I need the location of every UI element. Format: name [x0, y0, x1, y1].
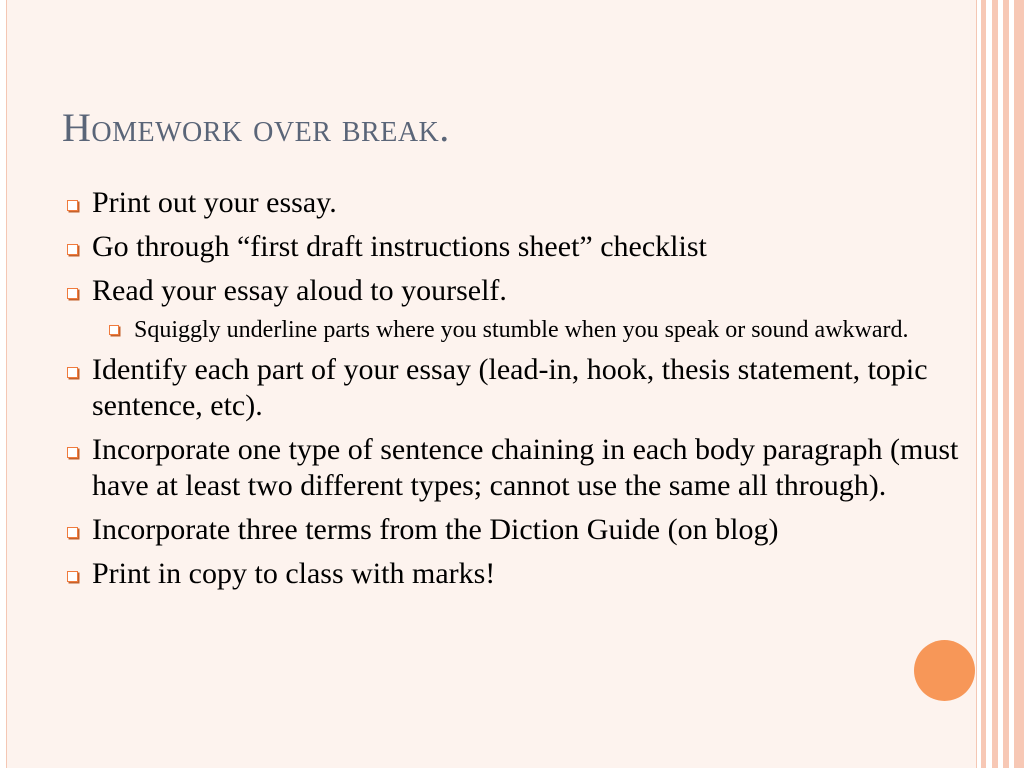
- bullet-text: Identify each part of your essay (lead-in, hook, thesis statement, topic sentence, etc).: [92, 353, 928, 422]
- bullet-text: Read your essay aloud to yourself.: [92, 274, 507, 307]
- bullet-list: [62, 185, 962, 600]
- slide-title: Homework over break.: [62, 105, 450, 150]
- bullet-text: Print out your essay.: [92, 186, 337, 219]
- bullet-item: [62, 185, 962, 221]
- square-bullet-icon: [67, 571, 78, 582]
- bullet-item: [62, 512, 962, 548]
- square-bullet-icon: [67, 244, 78, 255]
- bullet-text: Squiggly underline parts where you stumble when you speak or sound awkward.: [134, 317, 909, 343]
- bullet-text: Go through “first draft instructions sheet” checklist: [92, 230, 707, 263]
- bullet-text: Incorporate one type of sentence chaining in each body paragraph (must have at least two different types; cannot use the same all through).: [92, 433, 959, 502]
- decorative-stripe: [1003, 0, 1009, 768]
- bullet-item: [62, 273, 962, 309]
- bullet-text: Print in copy to class with marks!: [92, 557, 496, 590]
- bullet-text: Incorporate three terms from the Diction Guide (on blog): [92, 513, 779, 546]
- square-bullet-icon: [109, 325, 119, 335]
- square-bullet-icon: [67, 527, 78, 538]
- decorative-stripe: [992, 0, 998, 768]
- sub-bullet-item: [104, 315, 962, 346]
- bullet-item: [62, 556, 962, 592]
- bullet-item: [62, 229, 962, 265]
- bullet-item: [62, 432, 962, 504]
- orange-circle-decoration: [914, 640, 975, 701]
- square-bullet-icon: [67, 367, 78, 378]
- square-bullet-icon: [67, 447, 78, 458]
- decorative-stripe: [1014, 0, 1024, 768]
- square-bullet-icon: [67, 288, 78, 299]
- square-bullet-icon: [67, 200, 78, 211]
- bullet-item: [62, 352, 962, 424]
- decorative-stripe: [981, 0, 986, 768]
